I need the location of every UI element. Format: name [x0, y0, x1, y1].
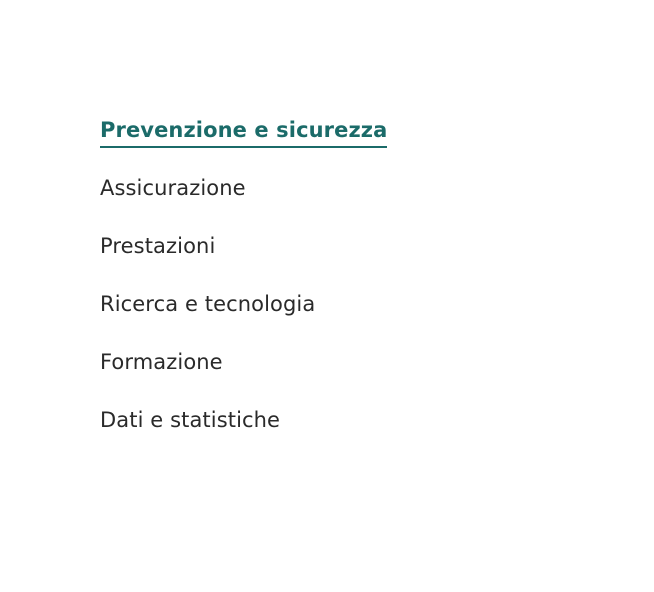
nav-item-prevenzione-e-sicurezza[interactable]: Prevenzione e sicurezza [100, 120, 387, 148]
nav-item-assicurazione[interactable]: Assicurazione [100, 176, 246, 200]
nav-item-dati-e-statistiche[interactable]: Dati e statistiche [100, 408, 281, 432]
nav-item-ricerca-e-tecnologia[interactable]: Ricerca e tecnologia [100, 292, 316, 316]
nav-item-prestazioni[interactable]: Prestazioni [100, 234, 216, 258]
nav-item-formazione[interactable]: Formazione [100, 350, 223, 374]
primary-navigation-list [100, 120, 580, 431]
